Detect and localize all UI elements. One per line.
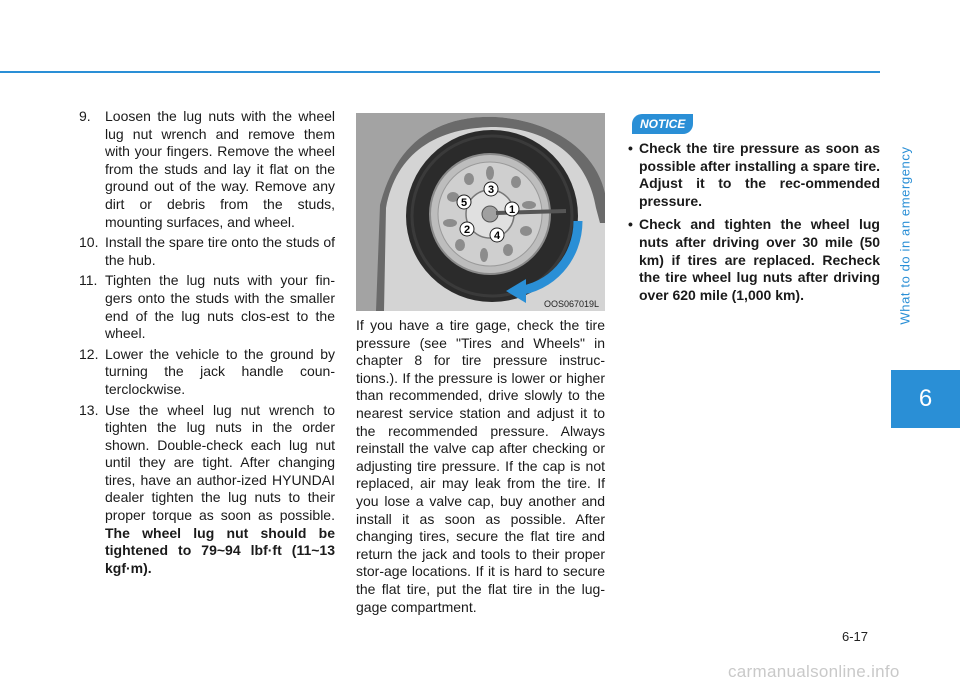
- lug-number: 3: [487, 184, 495, 196]
- step-text-regular: Use the wheel lug nut wrench to tighten the lug nuts in the order shown. Double-check each lug nut until they are tight. After changing tires, have an author-ized HYUNDAI dealer tighten the lug nuts to their proper torque as soon as possible.: [105, 401, 335, 524]
- bullet-dot-icon: •: [628, 140, 633, 156]
- figure-code: OOS067019L: [543, 299, 599, 309]
- notice-column: [622, 140, 880, 310]
- lug-number: 5: [460, 197, 468, 209]
- step-text: Loosen the lug nuts with the wheel lug nut wrench and remove them with your fingers. Remove the wheel from the studs and lay it flat on the ground out of the way. Remove any dirt or debris from the studs, mounting surfaces, and wheel.: [105, 108, 335, 230]
- wheel-diagram: [356, 113, 605, 311]
- step-item: [79, 346, 335, 399]
- step-text-bold: The wheel lug nut should be tightened to 79~94 lbf·ft (11~13 kgf·m).: [105, 524, 335, 576]
- step-item: [79, 402, 335, 578]
- step-number: 13.: [79, 401, 99, 418]
- chapter-tab: [891, 370, 960, 428]
- notice-text: Check and tighten the wheel lug nuts after driving over 30 mile (50 km) if tires are replaced. Recheck the tire wheel lug nuts after driving over 620 mile (1,000 km).: [639, 216, 880, 303]
- step-item: [79, 234, 335, 269]
- notice-bullet: [622, 216, 880, 304]
- bullet-dot-icon: •: [628, 216, 633, 233]
- steps-column: [79, 108, 335, 580]
- step-number: 10.: [79, 234, 99, 251]
- tire-pressure-paragraph: If you have a tire gage, check the tire pressure (see "Tires and Wheels" in chapter 8 for tire pressure instruc-tions.). If the pressure is lower or higher than recommended, drive slowly to the nearest service station and adjust it to the recommended pressure. Always reinstall the valve cap after checking or adjusting tire pressure. If the cap is not replaced, air may leak from the tire. If you lose a valve cap, buy another and install it as soon as possible. After changing tires, secure the flat tire and return the jack and tools to their proper stor-age locations. If it is hard to secure the flat tire, put the flat tire in the lug-gage compartment.: [356, 317, 605, 615]
- header-rule: [0, 71, 880, 73]
- notice-badge: NOTICE: [632, 114, 693, 134]
- step-item: [79, 272, 335, 342]
- page-number: 6-17: [842, 629, 869, 644]
- lug-number: 2: [463, 224, 471, 236]
- step-text: Install the spare tire onto the studs of the hub.: [105, 234, 335, 268]
- chapter-title-text: What to do in an emergency: [897, 145, 913, 325]
- step-item: [79, 108, 335, 231]
- step-number: 9.: [79, 108, 91, 124]
- step-number: 12.: [79, 345, 99, 362]
- hub-center: [482, 206, 498, 222]
- tire-illustration: [356, 113, 605, 311]
- step-number: 11.: [79, 272, 98, 289]
- step-text: Lower the vehicle to the ground by turning the jack handle coun-terclockwise.: [105, 345, 335, 397]
- step-text: Tighten the lug nuts with your fin-gers onto the studs with the smaller end of the lug nuts clos-est to the wheel.: [105, 272, 335, 342]
- notice-text: Check the tire pressure as soon as possible after installing a spare tire. Adjust it to the rec-ommended pressure.: [639, 140, 880, 209]
- notice-bullet: [622, 140, 880, 210]
- chapter-side-label: [893, 100, 917, 370]
- lug-number: 1: [508, 204, 516, 216]
- chapter-number: 6: [918, 385, 933, 412]
- lug-number: 4: [493, 230, 501, 242]
- step-text: [105, 402, 335, 578]
- watermark: carmanualsonline.info: [728, 662, 900, 681]
